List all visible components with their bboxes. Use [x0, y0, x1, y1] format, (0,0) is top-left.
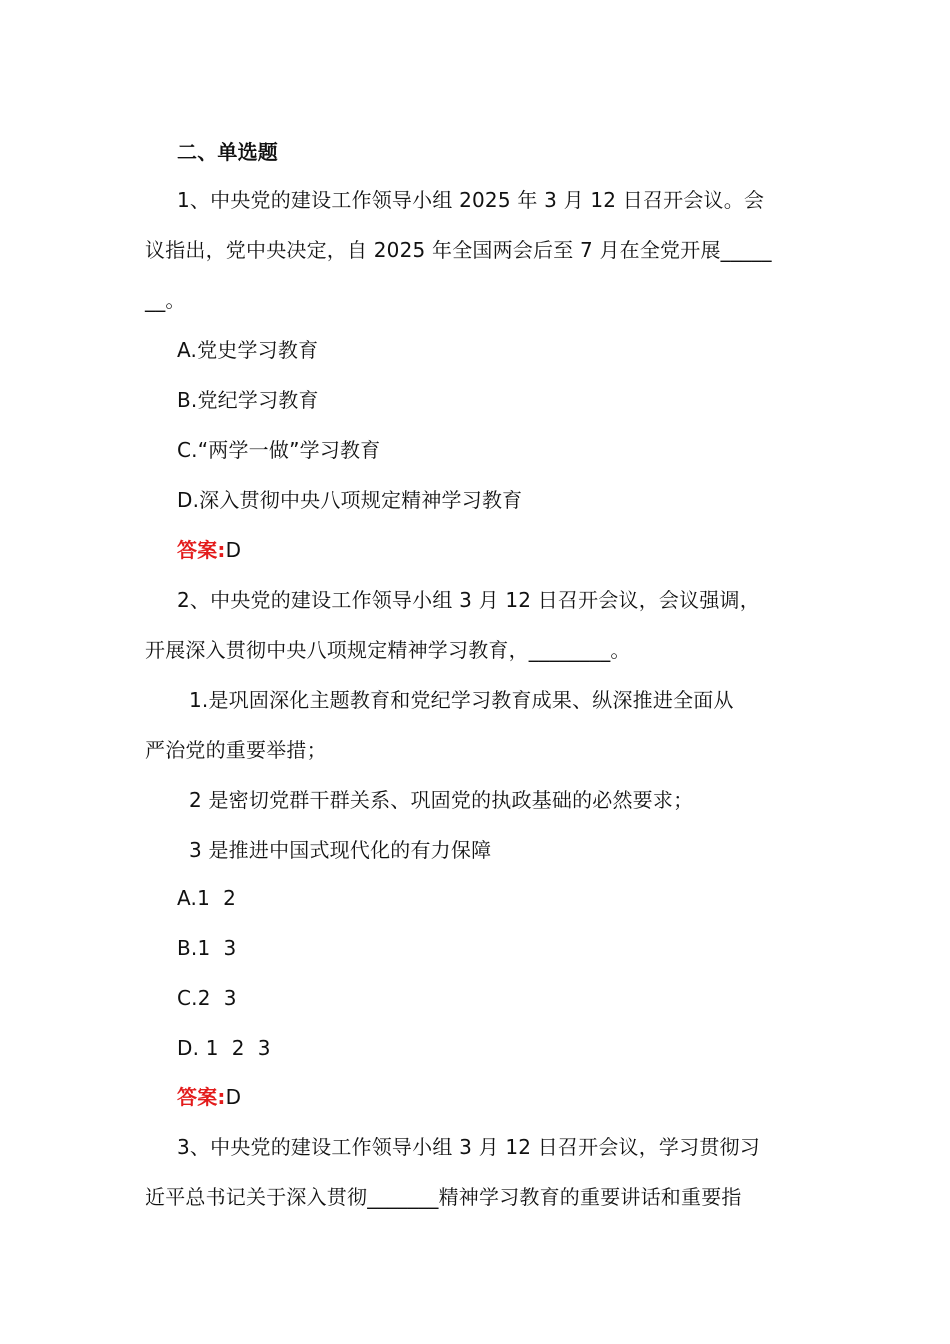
q2-statement-1-line-2: 严治党的重要举措；	[145, 738, 327, 762]
q1-text-line-3: __。	[145, 288, 186, 312]
q1-answer-value: D	[225, 538, 242, 562]
q2-text-line-1: 2、中央党的建设工作领导小组 3 月 12 日召开会议，会议强调，	[177, 588, 760, 612]
q1-answer-label: 答案:	[177, 538, 226, 562]
q1-option-d: D.深入贯彻中央八项规定精神学习教育	[177, 488, 523, 512]
q1-option-b: B.党纪学习教育	[177, 388, 319, 412]
q2-answer-value: D	[225, 1085, 242, 1109]
q2-option-d: D. 1 2 3	[177, 1036, 271, 1060]
q2-statement-2: 2 是密切党群干群关系、巩固党的执政基础的必然要求；	[189, 788, 694, 812]
q2-statement-3: 3 是推进中国式现代化的有力保障	[189, 838, 492, 862]
q1-answer	[177, 536, 842, 564]
q2-answer-label: 答案:	[177, 1085, 226, 1109]
q1-text-line-1: 1、中央党的建设工作领导小组 2025 年 3 月 12 日召开会议。会	[177, 188, 765, 212]
q1-option-a: A.党史学习教育	[177, 338, 319, 362]
q1-text-line-2: 议指出，党中央决定，自 2025 年全国两会后至 7 月在全党开展_____	[145, 238, 772, 262]
q1-option-c: C.“两学一做”学习教育	[177, 438, 381, 462]
section-title: 二、单选题	[177, 140, 278, 164]
q3-text-line-1: 3、中央党的建设工作领导小组 3 月 12 日召开会议，学习贯彻习	[177, 1135, 760, 1159]
q2-option-a: A.1 2	[177, 886, 237, 910]
q2-option-c: C.2 3	[177, 986, 237, 1010]
q3-text-line-2: 近平总书记关于深入贯彻_______精神学习教育的重要讲话和重要指	[145, 1185, 742, 1209]
q2-answer	[177, 1083, 842, 1111]
q2-text-line-2: 开展深入贯彻中央八项规定精神学习教育，________。	[145, 638, 631, 662]
q2-option-b: B.1 3	[177, 936, 237, 960]
q2-statement-1-line-1: 1.是巩固深化主题教育和党纪学习教育成果、纵深推进全面从	[189, 688, 734, 712]
